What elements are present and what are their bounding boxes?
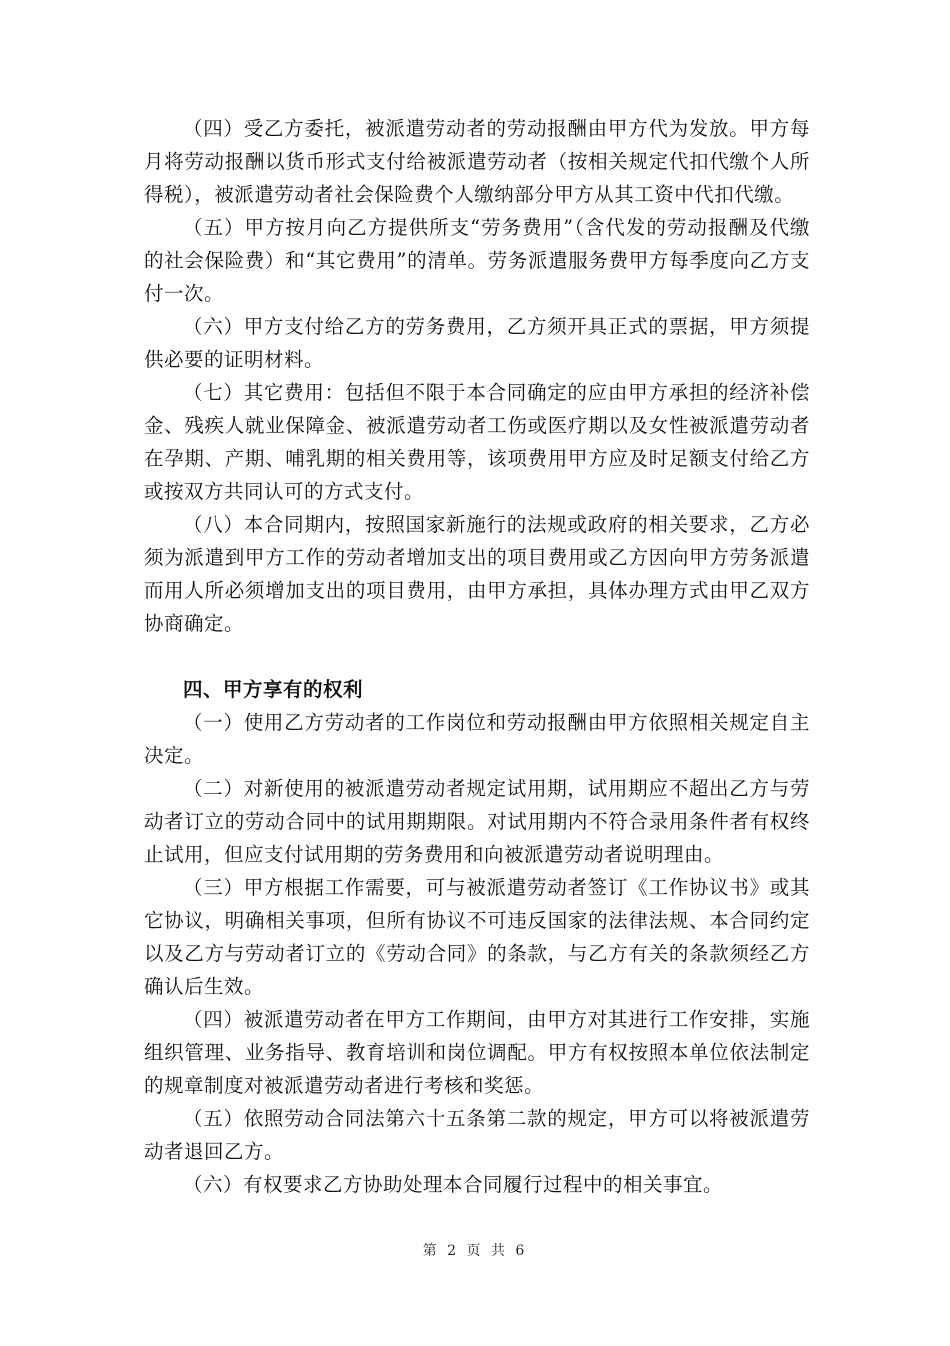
clause-3-7: （七）其它费用：包括但不限于本合同确定的应由甲方承担的经济补偿金、残疾人就业保障金、被派遣劳动者工伤或医疗期以及女性被派遣劳动者在孕期、产期、哺乳期的相关费用等，该项费用甲方应及时足额支付给乙方或按双方共同认可的方式支付。 bbox=[144, 381, 810, 503]
clause-4-6: （六）有权要求乙方协助处理本合同履行过程中的相关事宜。 bbox=[183, 1173, 724, 1196]
clause-4-3: （三）甲方根据工作需要，可与被派遣劳动者签订《工作协议书》或其它协议，明确相关事项，但所有协议不可违反国家的法律法规、本合同约定以及乙方与劳动者订立的《劳动合同》的条款，与乙方有关的条款须经乙方确认后生效。 bbox=[144, 876, 810, 998]
clause-3-5: （五）甲方按月向乙方提供所支“劳务费用”（含代发的劳动报酬及代缴的社会保险费）和“其它费用”的清单。劳务派遣服务费甲方每季度向乙方支付一次。 bbox=[144, 216, 810, 305]
section-spacer bbox=[144, 640, 810, 673]
clause-3-6: （六）甲方支付给乙方的劳务费用，乙方须开具正式的票据，甲方须提供必要的证明材料。 bbox=[144, 315, 810, 371]
clause-3-8: （八）本合同期内，按照国家新施行的法规或政府的相关要求，乙方必须为派遣到甲方工作的劳动者增加支出的项目费用或乙方因向甲方劳务派遣而用人所必须增加支出的项目费用，由甲方承担，具体办理方式由甲乙双方协商确定。 bbox=[144, 513, 810, 635]
clause-4-4: （四）被派遣劳动者在甲方工作期间，由甲方对其进行工作安排，实施组织管理、业务指导、教育培训和岗位调配。甲方有权按照本单位依法制定的规章制度对被派遣劳动者进行考核和奖惩。 bbox=[144, 1008, 810, 1097]
clause-4-2: （二）对新使用的被派遣劳动者规定试用期，试用期应不超出乙方与劳动者订立的劳动合同中的试用期期限。对试用期内不符合录用条件者有权终止试用，但应支付试用期的劳务费用和向被派遣劳动者说明理由。 bbox=[144, 777, 810, 866]
section-4-heading: 四、甲方享有的权利 bbox=[183, 678, 364, 701]
page-number-footer: 第 2 页 共 6 bbox=[422, 1243, 528, 1259]
clause-4-5: （五）依照劳动合同法第六十五条第二款的规定，甲方可以将被派遣劳动者退回乙方。 bbox=[144, 1107, 810, 1163]
document-page bbox=[144, 112, 810, 1201]
clause-4-1: （一）使用乙方劳动者的工作岗位和劳动报酬由甲方依照相关规定自主决定。 bbox=[144, 711, 810, 767]
clause-3-4: （四）受乙方委托，被派遣劳动者的劳动报酬由甲方代为发放。甲方每月将劳动报酬以货币形式支付给被派遣劳动者（按相关规定代扣代缴个人所得税），被派遣劳动者社会保险费个人缴纳部分甲方从其工资中代扣代缴。 bbox=[144, 117, 810, 206]
